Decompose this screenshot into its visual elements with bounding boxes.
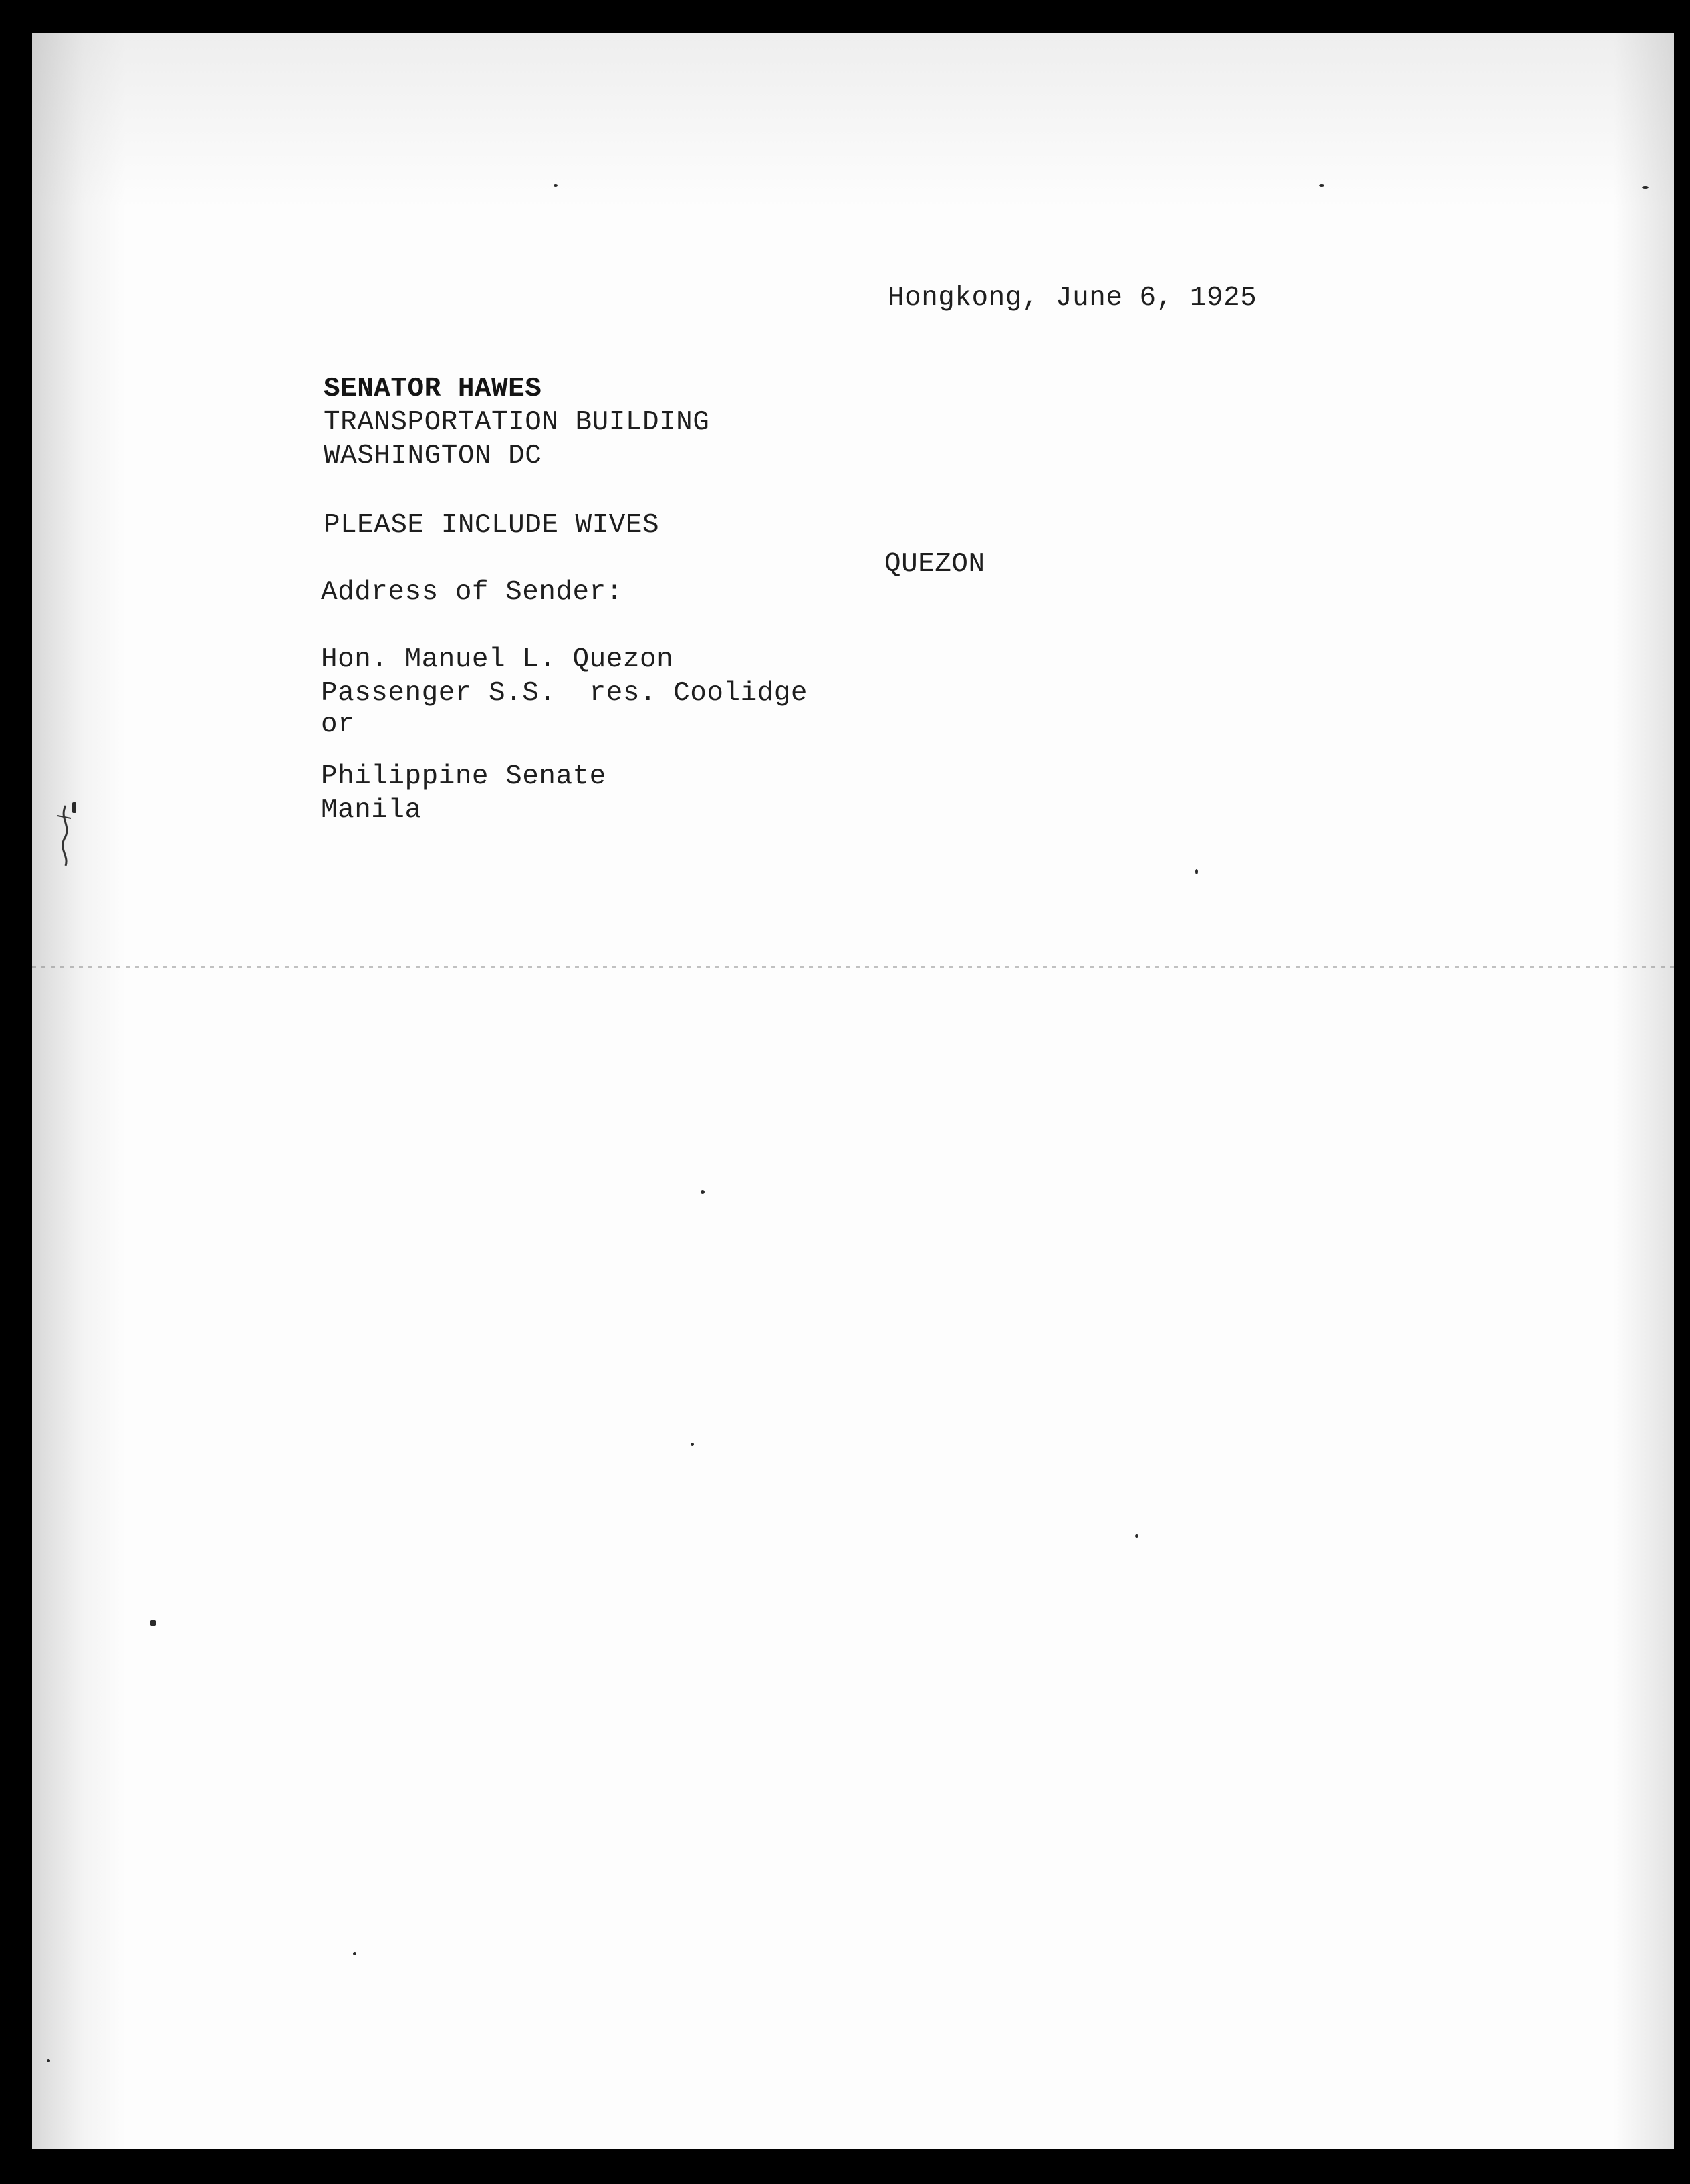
- ink-mark: [45, 802, 86, 869]
- signature: QUEZON: [884, 549, 985, 580]
- sender-line3: or: [321, 709, 355, 740]
- recipient-building: TRANSPORTATION BUILDING: [324, 407, 710, 438]
- speck: [691, 1443, 694, 1446]
- speck: [701, 1190, 705, 1194]
- speck: [1642, 186, 1649, 189]
- sender-line2: Passenger S.S. res. Coolidge: [321, 678, 808, 709]
- fold-line: [32, 966, 1674, 968]
- sender-line5: Manila: [321, 795, 422, 826]
- edge-grain-top: [32, 33, 1674, 207]
- edge-grain-right: [1614, 33, 1674, 2149]
- speck: [1319, 184, 1324, 187]
- speck: [554, 184, 558, 187]
- speck: [150, 1620, 156, 1626]
- sender-name: Hon. Manuel L. Quezon: [321, 644, 674, 675]
- recipient-name: SENATOR HAWES: [324, 374, 542, 404]
- recipient-city: WASHINGTON DC: [324, 441, 542, 471]
- message-text: PLEASE INCLUDE WIVES: [324, 510, 660, 541]
- edge-grain-left: [32, 33, 126, 2149]
- speck: [1135, 1534, 1138, 1538]
- speck: [353, 1952, 356, 1955]
- sender-line4: Philippine Senate: [321, 761, 606, 792]
- sender-heading: Address of Sender:: [321, 577, 623, 608]
- speck: [1195, 869, 1198, 874]
- document-page: [32, 33, 1674, 2149]
- date-line: Hongkong, June 6, 1925: [888, 283, 1257, 314]
- speck: [47, 2059, 50, 2062]
